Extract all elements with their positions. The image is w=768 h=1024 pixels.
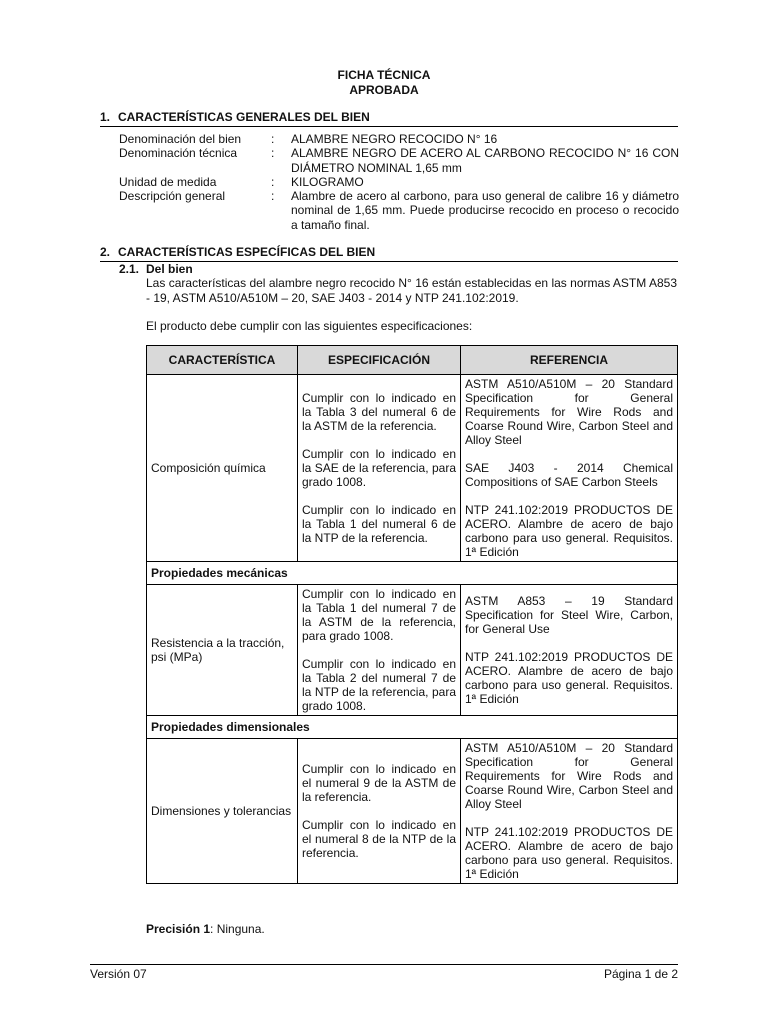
subsection-title: Del bien <box>146 262 193 276</box>
section-2-heading <box>100 245 678 262</box>
title-line-2: APROBADA <box>349 83 419 97</box>
spec-text: Cumplir con lo indicado en la SAE de la referencia, para grado 1008. <box>302 447 456 489</box>
specification-cell <box>298 585 461 716</box>
intro-paragraph: Las características del alambre negro recocido N° 16 están establecidas en las normas ASTM A853 - 19, ASTM A510/A510M – 20, SAE J403 - 2014 y NTP 241.102:2019. <box>146 276 677 305</box>
title-line-1: FICHA TÉCNICA <box>337 68 431 82</box>
section-2-title: CARACTERÍSTICAS ESPECÍFICAS DEL BIEN <box>118 245 376 259</box>
reference-text: NTP 241.102:2019 PRODUCTOS DE ACERO. Alambre de acero de bajo carbono para uso general. Requisitos. 1ª Edición <box>465 650 673 706</box>
table-row <box>119 175 679 189</box>
field-label: Denominación del bien <box>119 132 242 146</box>
table-row <box>119 146 679 175</box>
specification-cell <box>298 739 461 884</box>
table-row <box>147 585 678 716</box>
precision-label: Precisión 1 <box>146 922 211 936</box>
spec-text: Cumplir con lo indicado en el numeral 9 de la ASTM de la referencia. <box>302 762 456 804</box>
section-2-number: 2. <box>100 245 111 259</box>
group-row <box>147 562 678 585</box>
subsection-heading <box>119 262 193 276</box>
field-label: Denominación técnica <box>119 146 238 161</box>
field-separator: : <box>271 174 275 189</box>
reference-text: ASTM A853 – 19 Standard Specification for Steel Wire, Carbon, for General Use <box>465 594 673 636</box>
spec-text: Cumplir con lo indicado en la Tabla 3 del numeral 6 de la ASTM de la referencia. <box>302 391 456 433</box>
field-value: ALAMBRE NEGRO RECOCIDO N° 16 <box>291 132 498 146</box>
section-1-title: CARACTERÍSTICAS GENERALES DEL BIEN <box>118 110 370 124</box>
precision-text: : Ninguna. <box>210 922 265 936</box>
table-header-row <box>147 346 678 375</box>
field-value: ALAMBRE NEGRO DE ACERO AL CARBONO RECOCIDO N° 16 CON DIÁMETRO NOMINAL 1,65 mm <box>291 146 679 175</box>
precision-note <box>146 922 265 936</box>
spec-intro-paragraph: El producto debe cumplir con las siguientes especificaciones: <box>146 319 473 333</box>
field-label: Descripción general <box>119 189 226 204</box>
spec-text: Cumplir con lo indicado en la Tabla 1 del numeral 7 de la ASTM de la referencia, para grado 1008. <box>302 587 456 643</box>
spec-text: Cumplir con lo indicado en el numeral 8 de la NTP de la referencia. <box>302 818 456 860</box>
characteristic-cell: Dimensiones y tolerancias <box>147 739 298 884</box>
spec-text: Cumplir con lo indicado en la Tabla 2 del numeral 7 de la NTP de la referencia, para grado 1008. <box>302 657 456 713</box>
field-separator: : <box>271 189 275 204</box>
spec-text: Cumplir con lo indicado en la Tabla 1 del numeral 6 de la NTP de la referencia. <box>302 503 456 545</box>
characteristic-cell: Composición química <box>147 375 298 562</box>
reference-text: SAE J403 - 2014 Chemical Compositions of SAE Carbon Steels <box>465 461 673 489</box>
reference-text: NTP 241.102:2019 PRODUCTOS DE ACERO. Alambre de acero de bajo carbono para uso general. Requisitos. 1ª Edición <box>465 825 673 881</box>
footer-page-number: Página 1 de 2 <box>603 967 678 981</box>
document-title <box>0 68 768 98</box>
column-header: ESPECIFICACIÓN <box>298 346 461 375</box>
field-separator: : <box>271 146 275 161</box>
table-row <box>147 375 678 562</box>
field-value: KILOGRAMO <box>291 174 364 189</box>
reference-cell <box>461 585 678 716</box>
reference-text: NTP 241.102:2019 PRODUCTOS DE ACERO. Alambre de acero de bajo carbono para uso general. Requisitos. 1ª Edición <box>465 503 673 559</box>
table-row <box>119 132 679 146</box>
footer-divider <box>90 964 678 965</box>
field-value: Alambre de acero al carbono, para uso general de calibre 16 y diámetro nominal de 1,65 mm. Puede producirse recocido en proceso o recocido a tamaño final. <box>291 189 679 232</box>
specification-cell <box>298 375 461 562</box>
section-1-heading <box>100 110 678 127</box>
section-1-number: 1. <box>100 110 111 124</box>
column-header: CARACTERÍSTICA <box>147 346 298 375</box>
characteristic-cell: Resistencia a la tracción, psi (MPa) <box>147 585 298 716</box>
reference-cell <box>461 739 678 884</box>
table-row <box>147 739 678 884</box>
general-characteristics-table <box>119 132 679 232</box>
footer-version: Versión 07 <box>90 967 147 981</box>
group-row <box>147 716 678 739</box>
reference-cell <box>461 375 678 562</box>
field-label: Unidad de medida <box>119 174 217 189</box>
group-label: Propiedades dimensionales <box>147 716 678 739</box>
subsection-number: 2.1. <box>119 262 140 276</box>
field-separator: : <box>271 132 275 146</box>
reference-text: ASTM A510/A510M – 20 Standard Specification for General Requirements for Wire Rods and Coarse Round Wire, Carbon Steel and Alloy Steel <box>465 377 673 447</box>
table-row <box>119 189 679 232</box>
column-header: REFERENCIA <box>461 346 678 375</box>
group-label: Propiedades mecánicas <box>147 562 678 585</box>
specifications-table <box>146 345 678 884</box>
reference-text: ASTM A510/A510M – 20 Standard Specification for General Requirements for Wire Rods and Coarse Round Wire, Carbon Steel and Alloy Steel <box>465 741 673 811</box>
